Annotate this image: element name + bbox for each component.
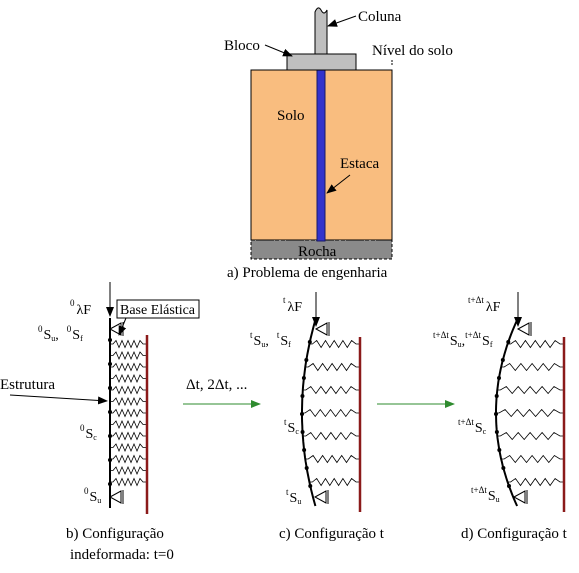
- estrutura-pointer: [10, 395, 107, 401]
- spring: [110, 479, 146, 486]
- pile: [317, 68, 325, 241]
- pile-node: [308, 484, 312, 488]
- spring: [110, 375, 146, 382]
- panel-d-su-sf-label: t+ΔtSu,$^{t+\Delta t}$Sf: [433, 330, 493, 349]
- panel-d-configuration-t-plus-dt: [433, 292, 568, 542]
- spring: [110, 352, 146, 359]
- pile-node: [301, 430, 305, 434]
- panel-c-support-bottom: [315, 490, 328, 504]
- label-nivel-do-solo: Nível do solo: [372, 43, 453, 59]
- spring: [497, 433, 563, 440]
- spring: [501, 364, 563, 371]
- pile-node: [506, 340, 510, 344]
- panel-b-support-bottom: [110, 490, 123, 504]
- panel-b-undeformed: [0, 282, 199, 563]
- pile-cap-block: [287, 54, 356, 70]
- time-step-label: Δt, 2Δt, ...: [186, 377, 248, 393]
- label-estrutura: Estrutura: [0, 377, 55, 393]
- spring: [110, 421, 146, 428]
- pile-node: [108, 482, 112, 486]
- caption-b-line1: b) Configuração: [66, 526, 164, 542]
- spring: [110, 456, 146, 463]
- label-solo: Solo: [277, 108, 305, 124]
- panel-c-load-label: t λF: [283, 295, 303, 315]
- label-base-elastica: Base Elástica: [120, 303, 196, 318]
- spring: [302, 410, 359, 417]
- engineering-problem: [224, 8, 453, 281]
- pile-node: [308, 340, 312, 344]
- spring: [110, 364, 146, 371]
- pile-node: [497, 376, 501, 380]
- panel-b-load-label: 0 λF: [70, 298, 92, 318]
- pile-node: [495, 430, 499, 434]
- spring: [305, 456, 359, 463]
- pile-node: [108, 362, 112, 366]
- spring: [508, 341, 563, 348]
- pile-node: [108, 434, 112, 438]
- spring: [496, 410, 563, 417]
- spring: [110, 444, 146, 451]
- panel-d-support-top: [518, 322, 531, 336]
- pile-node: [300, 394, 304, 398]
- label-estaca: Estaca: [340, 156, 380, 172]
- pile-node: [302, 448, 306, 452]
- pile-node: [108, 338, 112, 342]
- pile-node: [494, 412, 498, 416]
- pile-node: [300, 412, 304, 416]
- panel-c-su-bottom-label: tSu: [286, 487, 302, 506]
- spring: [303, 387, 359, 394]
- panel-b-sc-label: 0Sc: [80, 423, 97, 442]
- label-coluna: Coluna: [358, 9, 402, 25]
- panel-c-springs: [302, 341, 359, 486]
- spring: [110, 387, 146, 394]
- pile-node: [305, 466, 309, 470]
- panel-c-su-sf-label: tSu, $^t$Sf: [250, 330, 291, 349]
- panel-d-sc-label: t+ΔtSc: [458, 417, 487, 436]
- panel-b-su-bottom-label: 0Su: [84, 486, 102, 505]
- spring: [497, 387, 563, 394]
- spring: [110, 398, 146, 405]
- pile-node: [108, 458, 112, 462]
- pile-node: [501, 358, 505, 362]
- pile-node: [495, 394, 499, 398]
- spring: [309, 341, 359, 348]
- panel-d-su-bottom-label: t+ΔtSu: [471, 485, 500, 504]
- bloco-pointer: [265, 45, 292, 56]
- pile-node: [507, 484, 511, 488]
- pile-node: [108, 386, 112, 390]
- pile-node: [497, 448, 501, 452]
- spring: [110, 433, 146, 440]
- panel-b-springs: [110, 341, 146, 486]
- label-bloco: Bloco: [224, 38, 260, 54]
- caption-a: a) Problema de engenharia: [227, 265, 388, 281]
- spring: [309, 479, 359, 486]
- panel-c-deformed-pile: [302, 318, 316, 506]
- spring: [110, 341, 146, 348]
- pile-node: [304, 358, 308, 362]
- spring: [305, 364, 359, 371]
- spring: [303, 433, 359, 440]
- pile-node: [302, 376, 306, 380]
- coluna-pointer: [328, 16, 356, 26]
- caption-b-line2: indeformada: t=0: [70, 547, 174, 563]
- column: [315, 8, 327, 54]
- panel-c-configuration-t: [250, 292, 385, 542]
- caption-d: d) Configuração t: [461, 526, 567, 542]
- spring: [110, 467, 146, 474]
- label-rocha: Rocha: [298, 244, 337, 260]
- spring: [508, 479, 563, 486]
- spring: [110, 410, 146, 417]
- caption-c: c) Configuração t: [279, 526, 384, 542]
- panel-d-springs: [496, 341, 563, 486]
- spring: [501, 456, 563, 463]
- panel-c-support-top: [316, 322, 329, 336]
- pile-node: [108, 410, 112, 414]
- panel-b-su-sf-label: 0Su, $^0$Sf: [38, 324, 83, 343]
- panel-d-load-label: t+Δt λF: [468, 295, 501, 315]
- pile-node: [501, 466, 505, 470]
- panel-c-sc-label: tSc: [284, 417, 299, 436]
